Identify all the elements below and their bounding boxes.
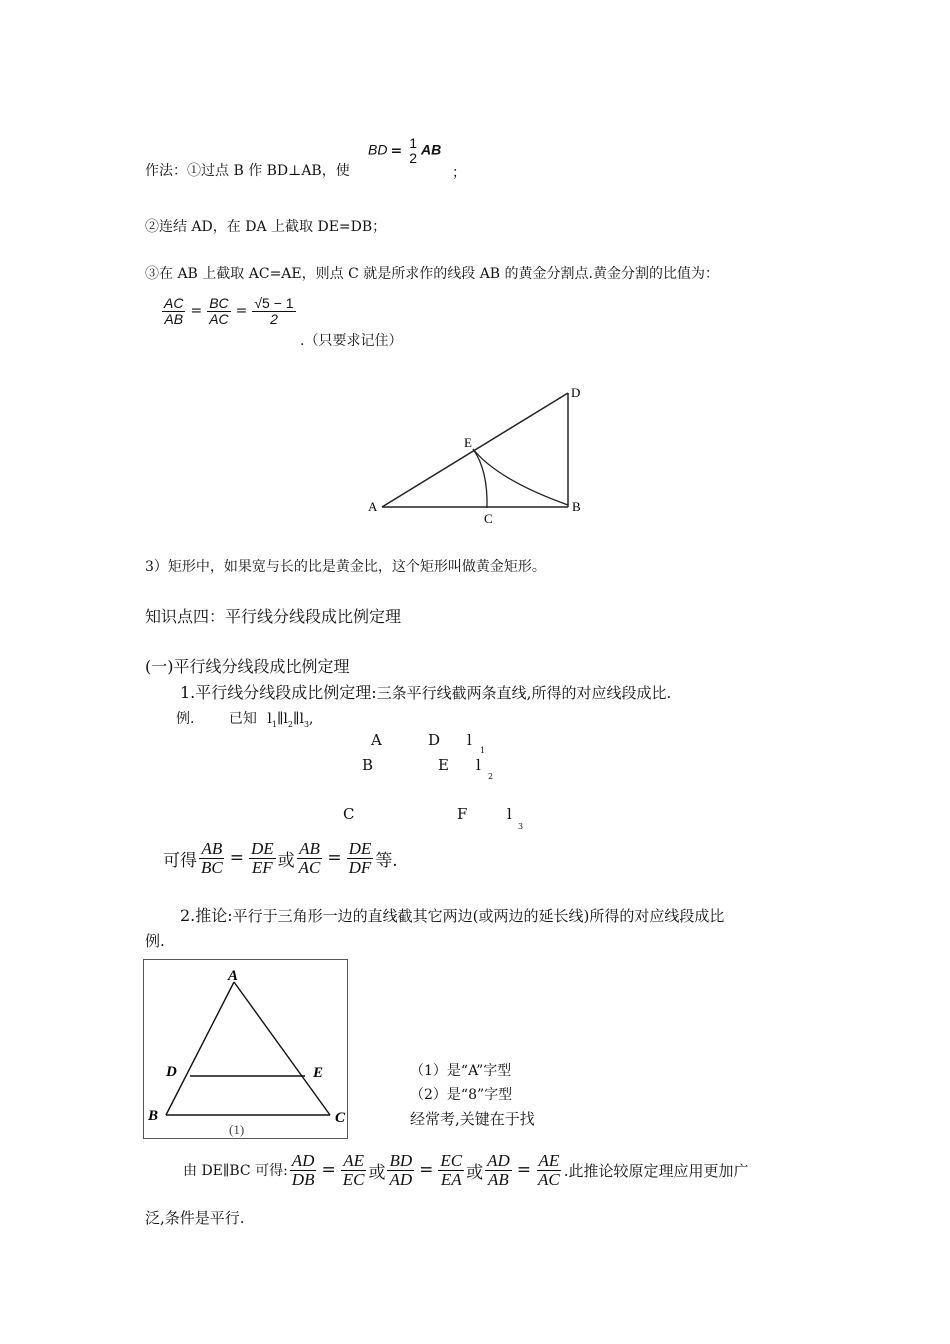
corollary-formula: 由 DE∥BC 可得: $\frac{AD}{DB}$ = $\frac{AE}{EC}$ 或 $\frac{BD}{AD}$ = $\frac{EC}{EA}$ 或 $\frac{AD}{AB}$ = $\frac{AE}{AC}$ .此推论较原定理应用更加广 <box>183 1151 749 1189</box>
frac-bd-ad: $\frac{BD}{AD}$ <box>389 1151 413 1189</box>
note-a-shape: （1）是“A”字型 <box>410 1063 512 1079</box>
frac-ae-ac: $\frac{AE}{AC}$ <box>538 1151 560 1189</box>
label-a: A <box>368 499 378 514</box>
arc-ae-ac <box>473 449 487 508</box>
triangle-figure-frame <box>143 959 348 1139</box>
ratio-ac-ab: $\frac{AC}{AB}$ <box>164 295 184 327</box>
frac-de-df: $\frac{DE}{DF}$ <box>348 839 372 877</box>
subsection-1-title: (一)平行线分线段成比例定理 <box>145 657 350 676</box>
line-l2-label: l <box>476 756 481 774</box>
point-a: A <box>371 731 382 749</box>
point-d: D <box>428 731 441 749</box>
construction-step-3: ③在 AB 上截取 AC=AE，则点 C 就是所求作的线段 AB 的黄金分割点.黄金分割的比值为： <box>145 266 719 282</box>
construction-step-1 <box>145 160 350 180</box>
frac-ab-ac: $\frac{AB}{AC}$ <box>298 839 321 877</box>
line-l1-label: l <box>467 731 472 749</box>
label-d: D <box>571 385 581 400</box>
tri-label-d: D <box>166 1064 177 1080</box>
frac-ad-db: $\frac{AD}{DB}$ <box>291 1151 315 1189</box>
frac-ab-bc: $\frac{AB}{BC}$ <box>201 839 223 877</box>
note-8-shape: （2）是“8”字型 <box>410 1087 513 1103</box>
side-ac <box>234 982 330 1115</box>
tri-label-b: B <box>148 1108 159 1124</box>
frac-de-ef: $\frac{DE}{EF}$ <box>250 839 274 877</box>
triangle-figure <box>144 960 347 1138</box>
frac-ad-ab: $\frac{AD}{AB}$ <box>487 1151 510 1189</box>
theorem-result-formula: 可得 $\frac{AB}{BC}$ = $\frac{DE}{EF}$ 或 $\frac{AB}{AC}$ = $\frac{DE}{DF}$ 等. <box>163 839 398 877</box>
note-key-point: 经常考,关键在于找 <box>410 1110 535 1128</box>
frac-ae-ec: $\frac{AE}{EC}$ <box>342 1151 365 1189</box>
segment-ad <box>382 393 568 507</box>
label-e: E <box>464 435 472 450</box>
ratio-golden-value: $\frac{√5 - 1}{2}$ <box>254 295 294 327</box>
fraction-one-half: 1 2 <box>409 135 417 166</box>
line-l2-sub: 2 <box>488 772 494 781</box>
frac-ec-ea: $\frac{EC}{EA}$ <box>440 1151 463 1189</box>
figure-caption: (1) <box>229 1122 245 1137</box>
tri-label-e: E <box>313 1065 324 1081</box>
corollary-line-1: 2.推论:平行于三角形一边的直线截其它两边(或两边的延长线)所得的对应线段成比 <box>180 906 725 925</box>
point-c: C <box>343 805 355 823</box>
corollary-line-2: 例. <box>145 932 165 950</box>
label-b: B <box>572 499 581 514</box>
tri-label-c: C <box>335 1110 346 1126</box>
theorem-1: 1.平行线分线段成比例定理:三条平行线截两条直线,所得的对应线段成比. <box>180 683 672 702</box>
conclusion-line-2: 泛,条件是平行. <box>145 1209 245 1227</box>
construction-step-2: ②连结 AD，在 DA 上截取 DE=DB； <box>145 219 387 235</box>
point-b: B <box>362 756 374 774</box>
example-line: 例. 已知 $l_1\parallel l_2\parallel l_3$, <box>176 711 314 729</box>
section-4-title: 知识点四：平行线分线段成比例定理 <box>145 607 402 626</box>
point-f: F <box>457 805 468 823</box>
line-l1-sub: 1 <box>480 746 486 755</box>
tri-label-a: A <box>228 968 239 984</box>
golden-rectangle-note: 3）矩形中，如果宽与长的比是黄金比，这个矩形叫做黄金矩形。 <box>145 559 546 575</box>
step1-formula: BD = 1 2 AB <box>368 135 442 166</box>
golden-ratio-formula: $\frac{AC}{AB}$ = $\frac{BC}{AC}$ = $\frac{√5 - 1}{2}$ <box>164 295 294 327</box>
line-l3-sub: 3 <box>518 822 524 831</box>
step1-text: 作法：①过点 B 作 BD⊥AB，使 <box>145 163 350 179</box>
label-c: C <box>484 511 493 526</box>
line-l3-label: l <box>507 805 512 823</box>
point-e: E <box>438 756 449 774</box>
ratio-note: .（只要求记住） <box>300 333 403 349</box>
ratio-bc-ac: $\frac{BC}{AC}$ <box>209 295 229 327</box>
golden-section-figure <box>360 380 600 530</box>
step1-suffix: ； <box>452 165 466 181</box>
side-ab <box>166 982 234 1115</box>
